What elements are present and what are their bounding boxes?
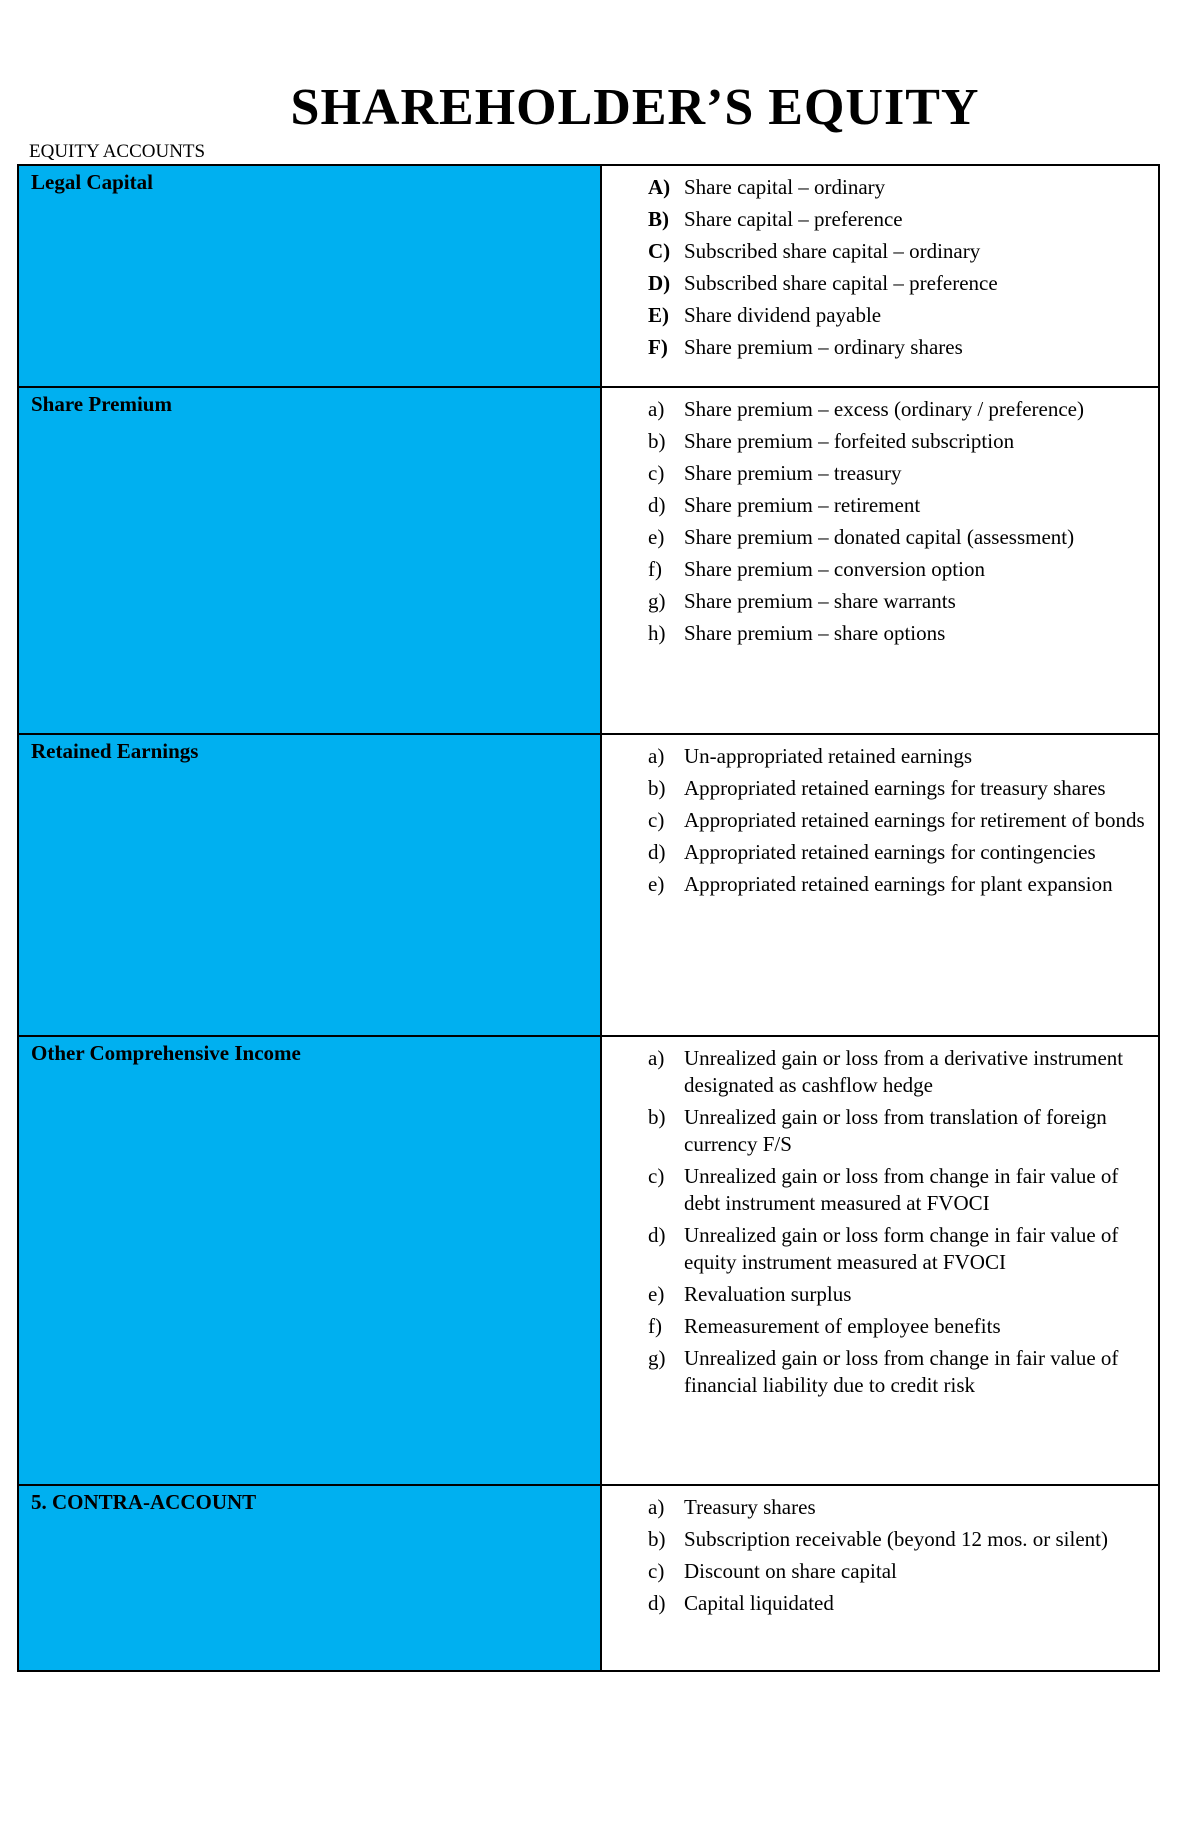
account-list [602,1037,1158,1399]
account-name: Appropriated retained earnings for treasury shares [684,776,1106,800]
list-item [648,839,1148,866]
category-label: Share Premium [31,392,172,416]
items-cell [601,387,1159,734]
account-list [602,388,1158,647]
equity-accounts-table [17,164,1160,1672]
list-marker: d) [648,493,666,517]
list-item [648,1045,1148,1099]
list-marker: c) [648,1164,665,1188]
list-item [648,1281,1148,1308]
items-cell [601,165,1159,387]
table-row [18,165,1159,387]
list-item [648,775,1148,802]
items-cell [601,734,1159,1036]
category-cell [18,1036,601,1485]
category-label: 5. CONTRA-ACCOUNT [31,1490,257,1514]
list-item [648,871,1148,898]
category-label: Other Comprehensive Income [31,1041,301,1065]
list-item [648,556,1148,583]
list-marker: c) [648,1559,665,1583]
account-name: Capital liquidated [684,1591,834,1615]
category-label: Legal Capital [31,170,153,194]
table-row [18,1036,1159,1485]
account-name: Unrealized gain or loss form change in fair value of equity instrument measured at FVOCI [684,1223,1119,1274]
account-list [602,1486,1158,1617]
table-row [18,387,1159,734]
list-item [648,334,1148,361]
account-name: Share premium – share options [684,621,946,645]
list-marker: D) [648,271,671,295]
list-item [648,1558,1148,1585]
section-label: EQUITY ACCOUNTS [29,141,206,162]
list-marker: d) [648,1591,666,1615]
list-marker: a) [648,397,665,421]
list-item [648,1313,1148,1340]
items-cell [601,1036,1159,1485]
list-marker: g) [648,589,666,613]
category-cell [18,165,601,387]
list-item [648,1345,1148,1399]
list-item [648,460,1148,487]
list-marker: c) [648,808,665,832]
category-cell [18,1485,601,1671]
list-item [648,743,1148,770]
list-item [648,492,1148,519]
account-name: Share premium – treasury [684,461,902,485]
list-marker: a) [648,1046,665,1070]
account-list [602,166,1158,361]
list-item [648,588,1148,615]
category-cell [18,387,601,734]
account-name: Subscribed share capital – ordinary [684,239,981,263]
list-marker: f) [648,1314,662,1338]
account-name: Unrealized gain or loss from translation of foreign currency F/S [684,1105,1107,1156]
list-item [648,174,1148,201]
page-title: SHAREHOLDER’S EQUITY [290,79,980,136]
category-label: Retained Earnings [31,739,199,763]
list-marker: e) [648,1282,665,1306]
list-item [648,1494,1148,1521]
account-name: Treasury shares [684,1495,816,1519]
account-name: Share premium – forfeited subscription [684,429,1015,453]
account-name: Unrealized gain or loss from change in fair value of financial liability due to credit risk [684,1346,1119,1397]
list-item [648,428,1148,455]
account-name: Share premium – conversion option [684,557,985,581]
account-name: Unrealized gain or loss from a derivative instrument designated as cashflow hedge [684,1046,1124,1097]
list-marker: b) [648,1105,666,1129]
account-name: Discount on share capital [684,1559,897,1583]
account-name: Subscribed share capital – preference [684,271,998,295]
list-marker: B) [648,207,669,231]
list-item [648,1163,1148,1217]
list-item [648,1590,1148,1617]
list-item [648,1526,1148,1553]
account-name: Subscription receivable (beyond 12 mos. or silent) [684,1527,1108,1551]
list-marker: F) [648,335,668,359]
list-marker: d) [648,840,666,864]
list-marker: b) [648,776,666,800]
account-name: Share premium – retirement [684,493,921,517]
equity-table-body [18,165,1159,1671]
list-marker: f) [648,557,662,581]
account-name: Un-appropriated retained earnings [684,744,973,768]
list-marker: C) [648,239,671,263]
list-marker: e) [648,872,665,896]
account-name: Share premium – ordinary shares [684,335,963,359]
account-name: Remeasurement of employee benefits [684,1314,1001,1338]
list-item [648,270,1148,297]
list-marker: d) [648,1223,666,1247]
account-name: Share premium – share warrants [684,589,956,613]
list-item [648,396,1148,423]
list-marker: a) [648,1495,665,1519]
account-name: Share premium – excess (ordinary / preference) [684,397,1084,421]
table-row [18,734,1159,1036]
account-name: Appropriated retained earnings for contingencies [684,840,1096,864]
account-name: Revaluation surplus [684,1282,852,1306]
items-cell [601,1485,1159,1671]
account-list [602,735,1158,898]
account-name: Appropriated retained earnings for retirement of bonds [684,808,1145,832]
list-item [648,524,1148,551]
list-marker: b) [648,1527,666,1551]
list-marker: E) [648,303,669,327]
list-item [648,1222,1148,1276]
list-item [648,302,1148,329]
list-item [648,206,1148,233]
list-marker: h) [648,621,666,645]
list-item [648,238,1148,265]
list-item [648,1104,1148,1158]
list-marker: A) [648,175,671,199]
list-item [648,807,1148,834]
account-name: Share dividend payable [684,303,882,327]
list-marker: c) [648,461,665,485]
list-marker: g) [648,1346,666,1370]
list-marker: e) [648,525,665,549]
account-name: Share capital – ordinary [684,175,886,199]
account-name: Share capital – preference [684,207,903,231]
category-cell [18,734,601,1036]
table-row [18,1485,1159,1671]
account-name: Unrealized gain or loss from change in fair value of debt instrument measured at FVOCI [684,1164,1119,1215]
list-marker: b) [648,429,666,453]
account-name: Appropriated retained earnings for plant expansion [684,872,1113,896]
list-marker: a) [648,744,665,768]
account-name: Share premium – donated capital (assessment) [684,525,1075,549]
list-item [648,620,1148,647]
